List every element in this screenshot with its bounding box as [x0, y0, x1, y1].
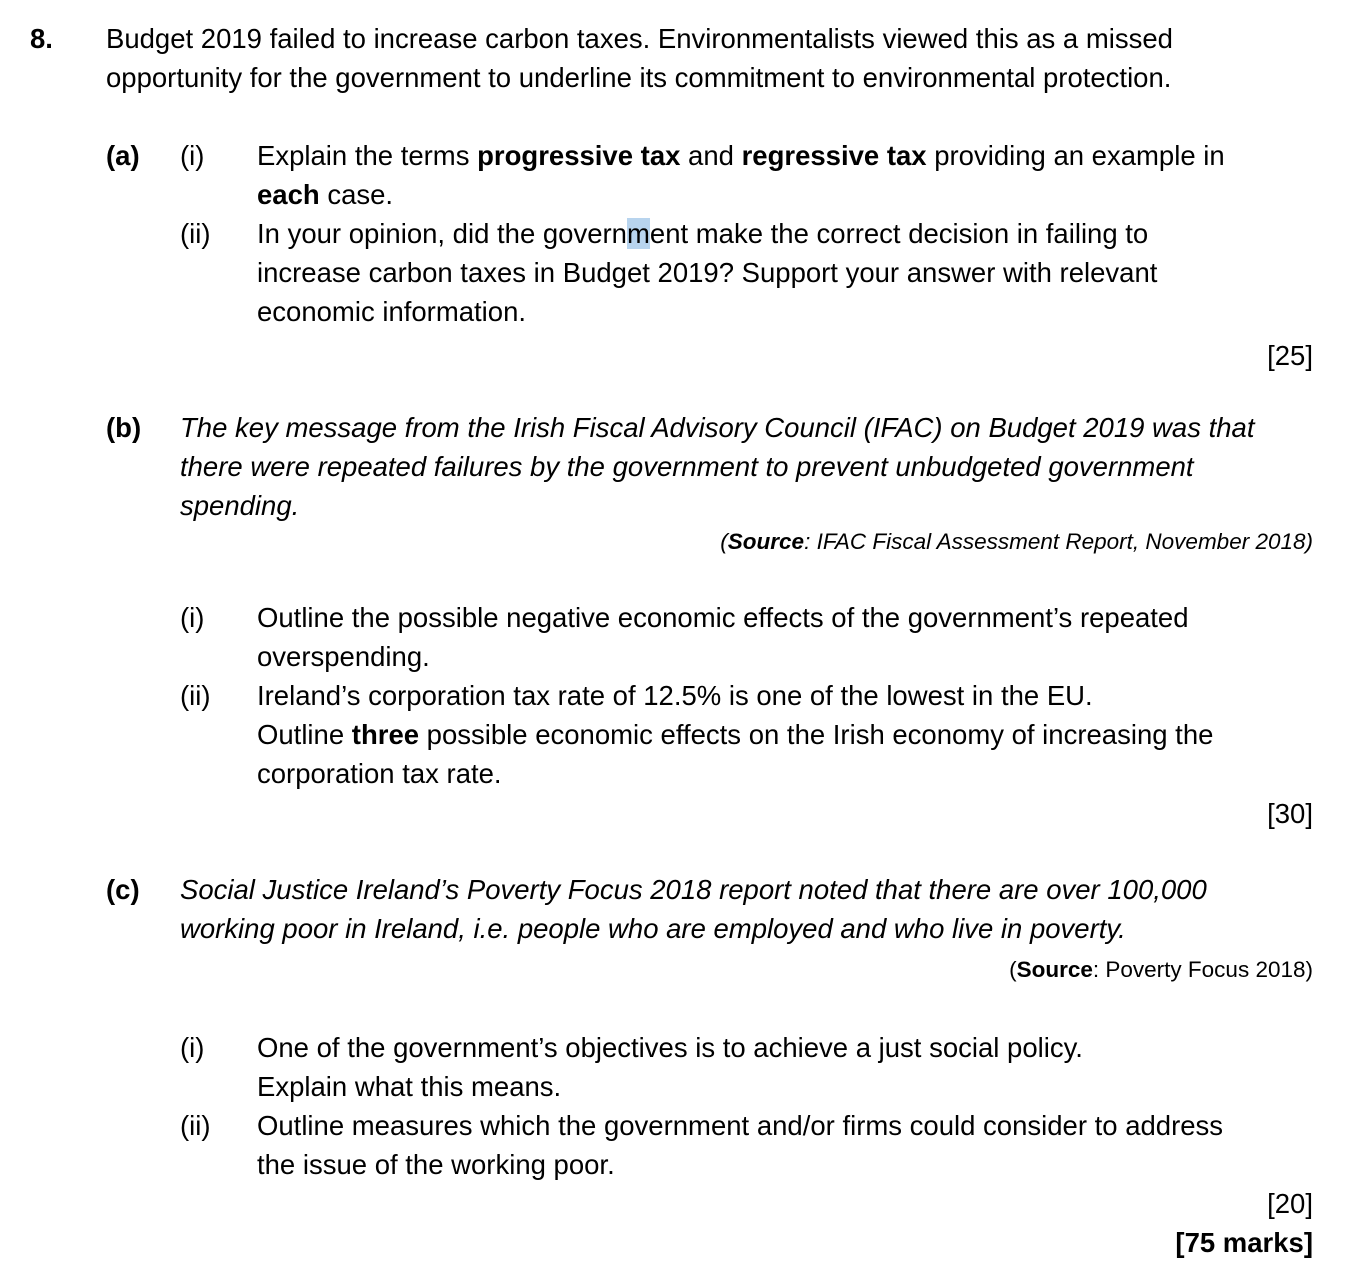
part-b-quote-line-1: The key message from the Irish Fiscal Advisory Council (IFAC) on Budget 2019 was that — [180, 412, 1255, 443]
part-c-quote-line-2: working poor in Ireland, i.e. people who are employed and who live in poverty. — [180, 913, 1126, 944]
part-b-quote-line-3: spending. — [180, 490, 300, 521]
part-c-i-label: (i) — [180, 1032, 205, 1063]
question-intro-line-2: opportunity for the government to underline its commitment to environmental protection. — [106, 62, 1172, 93]
part-c-quote-line-1: Social Justice Ireland’s Poverty Focus 2018 report noted that there are over 100,000 — [180, 874, 1207, 905]
part-a-ii-line-2: increase carbon taxes in Budget 2019? Support your answer with relevant — [257, 257, 1158, 288]
part-c-ii-line-1: Outline measures which the government and/or firms could consider to address — [257, 1110, 1224, 1141]
text-selection-highlight: m — [626, 218, 650, 249]
question-number: 8. — [30, 23, 53, 54]
part-a-i-label: (i) — [180, 140, 205, 171]
part-b-i-label: (i) — [180, 602, 205, 633]
part-b-quote-line-2: there were repeated failures by the government to prevent unbudgeted government — [180, 451, 1194, 482]
part-b-i-line-2: overspending. — [257, 641, 430, 672]
part-b-ii-label: (ii) — [180, 680, 211, 711]
part-c-ii-line-2: the issue of the working poor. — [257, 1149, 615, 1180]
part-c-i-line-2: Explain what this means. — [257, 1071, 562, 1102]
part-c-ii-label: (ii) — [180, 1110, 211, 1141]
part-a-ii-line-3: economic information. — [257, 296, 527, 327]
part-b-ii-line-1: Ireland’s corporation tax rate of 12.5% is one of the lowest in the EU. — [257, 680, 1093, 711]
part-b-label: (b) — [106, 412, 142, 443]
part-c-label: (c) — [106, 874, 140, 905]
part-c-marks: [20] — [1267, 1188, 1313, 1219]
part-c-i-line-1: One of the government’s objectives is to achieve a just social policy. — [257, 1032, 1083, 1063]
part-b-i-line-1: Outline the possible negative economic effects of the government’s repeated — [257, 602, 1189, 633]
question-intro-line-1: Budget 2019 failed to increase carbon taxes. Environmentalists viewed this as a missed — [106, 23, 1173, 54]
part-a-label: (a) — [106, 140, 140, 171]
part-b-source: (Source: IFAC Fiscal Assessment Report, November 2018) — [720, 529, 1313, 554]
part-b-ii-line-2: Outline three possible economic effects on the Irish economy of increasing the — [257, 719, 1214, 750]
part-a-marks: [25] — [1267, 340, 1313, 371]
part-a-i-line-1: Explain the terms progressive tax and regressive tax providing an example in — [257, 140, 1225, 171]
part-b-marks: [30] — [1267, 798, 1313, 829]
part-c-source: (Source: Poverty Focus 2018) — [1009, 957, 1313, 982]
part-a-ii-label: (ii) — [180, 218, 211, 249]
question-total-marks: [75 marks] — [1175, 1227, 1313, 1258]
part-a-i-line-2: each case. — [257, 179, 394, 210]
part-b-ii-line-3: corporation tax rate. — [257, 758, 502, 789]
part-a-ii-line-1: In your opinion, did the government make the correct decision in failing to — [257, 218, 1149, 249]
